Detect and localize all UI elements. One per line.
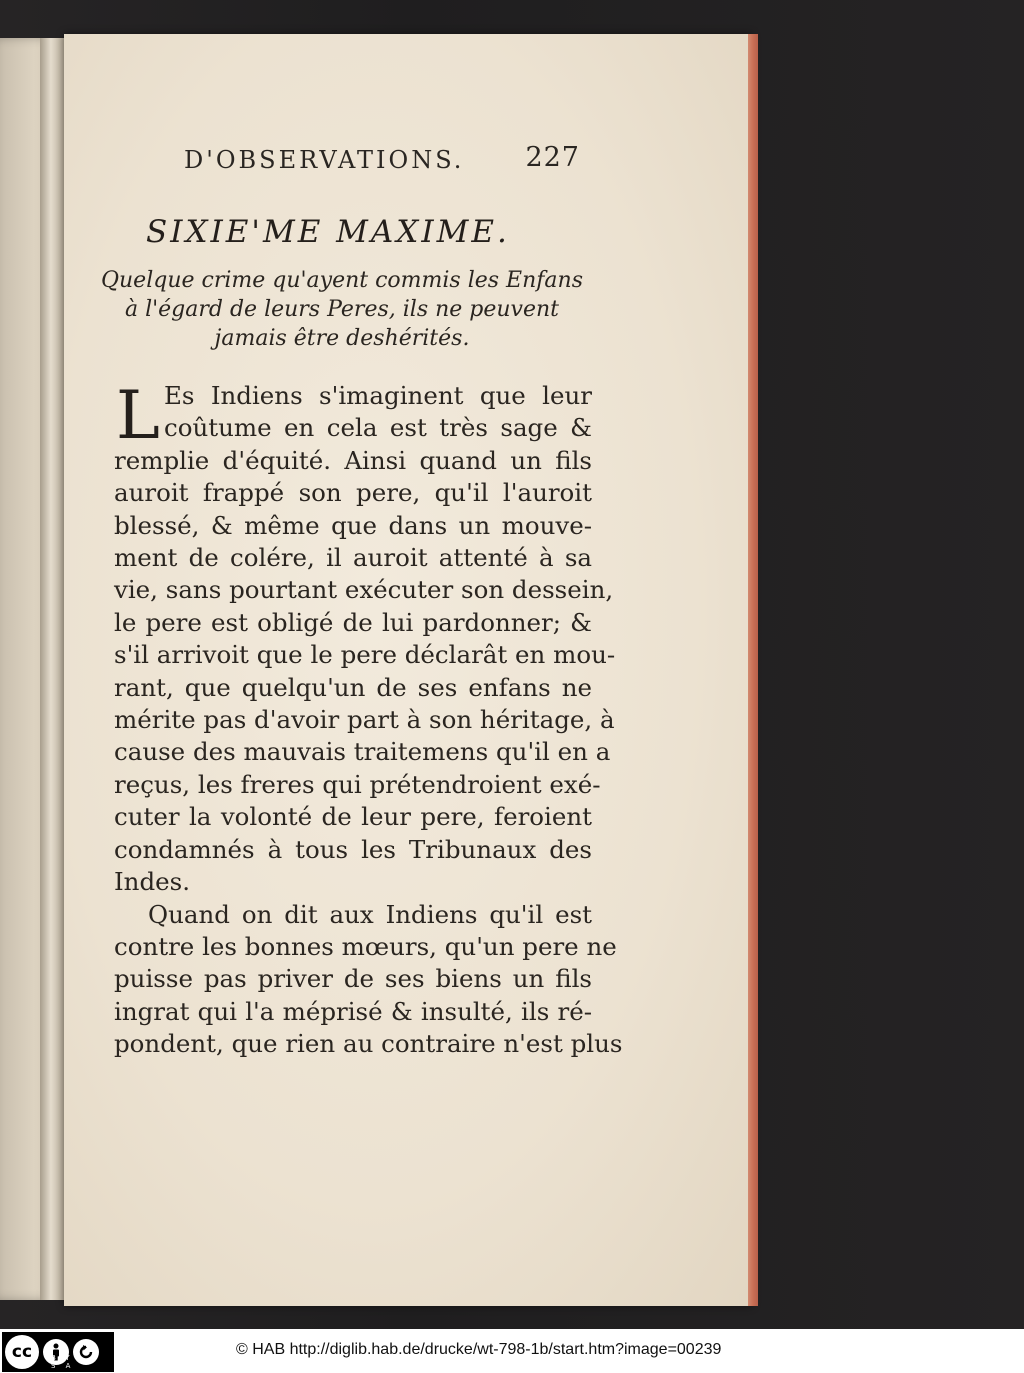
text-line: remplie d'équité. Ainsi quand un fils [114,445,592,475]
footer-bar [0,1329,1024,1373]
text-line: le pere est obligé de lui pardonner; & [114,607,592,637]
page-number: 227 [525,142,580,173]
text-line: reçus, les freres qui prétendroient exé- [114,769,601,799]
maxim-text [92,266,592,353]
running-head-title: D'OBSERVATIONS. [184,146,465,174]
drop-capital: L [116,377,160,454]
text-line: blessé, & même que dans un mouve- [114,510,592,540]
text-line: vie, sans pourtant exécuter son dessein, [114,575,614,605]
text-line: mérite pas d'avoir part à son héritage, à [114,705,615,735]
body-text [114,377,623,1061]
text-line: condamnés à tous les Tribunaux des [114,834,592,864]
section-heading: SIXIE'ME MAXIME. [146,214,510,250]
text-line: s'il arrivoit que le pere déclarât en mou- [114,640,616,670]
cc-logo-icon: cc [5,1335,39,1369]
text-line: pondent, que rien au contraire n'est plus [114,1029,623,1059]
maxim-line: Quelque crime qu'ayent commis les Enfans [100,268,584,293]
text-line: Es Indiens s'imaginent que leur [164,381,592,410]
text-line: contre les bonnes mœurs, qu'un pere ne [114,931,617,961]
text-line: coûtume en cela est très sage & [164,413,592,443]
cc-license-badge[interactable] [2,1332,114,1372]
text-line: cause des mauvais traitemens qu'il en a [114,737,611,767]
text-line: auroit frappé son pere, qu'il l'auroit [114,478,592,508]
text-line: Indes. [114,867,191,897]
maxim-line: jamais être deshérités. [214,326,470,351]
text-line: puisse pas priver de ses biens un fils [114,964,592,994]
text-line: ingrat qui l'a méprisé & insulté, ils ré- [114,996,592,1026]
book-gutter [40,38,64,1300]
maxim-line: à l'égard de leurs Peres, ils ne peuvent [124,297,560,322]
text-line: cuter la volonté de leur pere, feroient [114,802,592,832]
page-edge-red [748,34,758,1306]
text-line: ment de colére, il auroit attenté à sa [114,543,592,573]
credit-link[interactable]: © HAB http://diglib.hab.de/drucke/wt-798-1b/start.htm?image=00239 [236,1341,722,1358]
badge-labels: BY SA [51,1354,81,1370]
text-line: rant, que quelqu'un de ses enfans ne [114,672,592,702]
text-line: Quand on dit aux Indiens qu'il est [148,899,592,929]
